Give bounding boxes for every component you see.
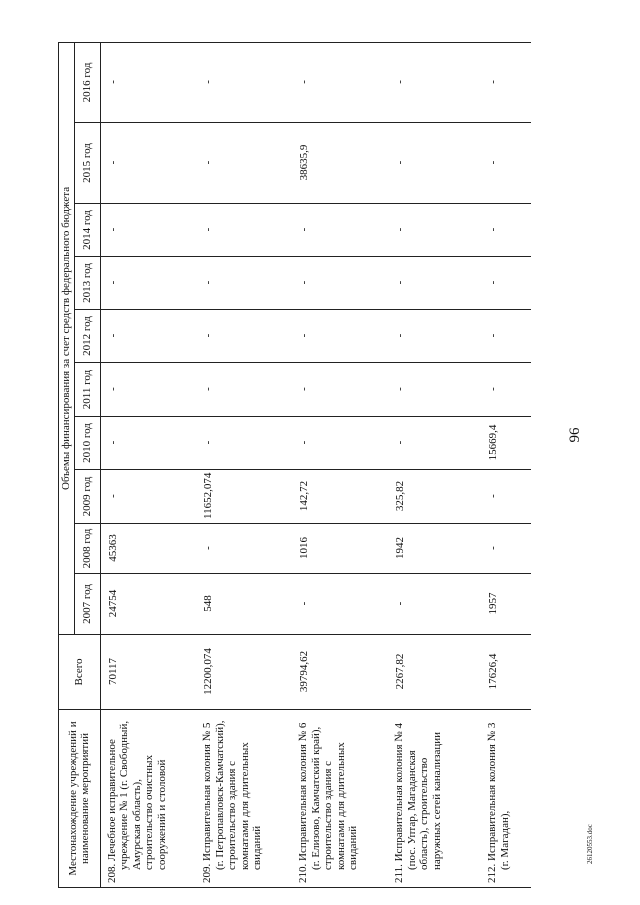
- header-year: 2010 год: [74, 417, 100, 470]
- row-value: -: [388, 123, 481, 204]
- row-value: -: [481, 470, 531, 524]
- row-value: -: [481, 363, 531, 417]
- row-value: -: [100, 257, 196, 310]
- row-value: -: [388, 310, 481, 363]
- header-federal-budget: Объемы финансирования за счет средств федерального бюджета: [59, 42, 75, 634]
- row-value: -: [196, 42, 292, 122]
- row-value: -: [388, 417, 481, 470]
- row-description: 212. Исправительная колония № 3 (г. Магадан),: [481, 710, 531, 888]
- header-year: 2014 год: [74, 204, 100, 257]
- table-row: [388, 42, 481, 887]
- header-year: 2015 год: [74, 123, 100, 204]
- row-value: 1942: [388, 524, 481, 574]
- row-value: -: [196, 257, 292, 310]
- row-value: -: [100, 204, 196, 257]
- row-value: -: [100, 123, 196, 204]
- row-value: -: [481, 204, 531, 257]
- row-value: -: [196, 363, 292, 417]
- header-year: 2013 год: [74, 257, 100, 310]
- header-year: 2008 год: [74, 524, 100, 574]
- table-row: [481, 42, 531, 887]
- row-total: 17626,4: [481, 635, 531, 710]
- row-value: 15669,4: [481, 417, 531, 470]
- table-row: [196, 42, 292, 887]
- row-description: 211. Исправительная колония № 4 (пос. Уптар, Магаданская область), строительство наружных сетей канализации: [388, 710, 481, 888]
- table-row: [292, 42, 388, 887]
- row-value: 142,72: [292, 470, 388, 524]
- row-value: -: [388, 204, 481, 257]
- row-value: -: [196, 417, 292, 470]
- row-value: -: [100, 42, 196, 122]
- row-value: -: [100, 417, 196, 470]
- row-value: -: [292, 42, 388, 122]
- row-value: -: [292, 574, 388, 635]
- header-year: 2012 год: [74, 310, 100, 363]
- row-value: -: [292, 417, 388, 470]
- row-value: -: [481, 257, 531, 310]
- row-value: -: [292, 204, 388, 257]
- row-value: -: [196, 524, 292, 574]
- row-value: -: [100, 310, 196, 363]
- row-value: 38635,9: [292, 123, 388, 204]
- row-value: -: [388, 42, 481, 122]
- page-number: 96: [567, 427, 583, 443]
- header-year: 2011 год: [74, 363, 100, 417]
- row-value: -: [292, 310, 388, 363]
- header-location: Местонахождение учреждений и наименование мероприятий: [59, 710, 101, 888]
- header-year: 2007 год: [74, 574, 100, 635]
- row-value: -: [292, 363, 388, 417]
- row-value: -: [196, 310, 292, 363]
- row-value: -: [196, 123, 292, 204]
- row-value: 1016: [292, 524, 388, 574]
- row-value: 11652,074: [196, 470, 292, 524]
- row-value: -: [388, 574, 481, 635]
- budget-table-container: [58, 43, 557, 888]
- row-value: 45363: [100, 524, 196, 574]
- row-value: -: [100, 363, 196, 417]
- row-total: 70117: [100, 635, 196, 710]
- row-value: -: [100, 470, 196, 524]
- row-total: 12200,074: [196, 635, 292, 710]
- row-total: 2267,82: [388, 635, 481, 710]
- row-value: -: [388, 257, 481, 310]
- budget-table: [58, 42, 531, 888]
- document-id: 26120553.doc: [586, 824, 594, 864]
- row-value: -: [196, 204, 292, 257]
- row-value: 24754: [100, 574, 196, 635]
- table-row: [100, 42, 196, 887]
- row-value: 325,82: [388, 470, 481, 524]
- row-value: 1957: [481, 574, 531, 635]
- row-value: -: [388, 363, 481, 417]
- row-value: 548: [196, 574, 292, 635]
- header-year: 2016 год: [74, 42, 100, 122]
- row-value: -: [292, 257, 388, 310]
- row-value: -: [481, 524, 531, 574]
- row-description: 209. Исправительная колония № 5 (г. Петропавловск-Камчатский), строительство здания с комнатами для длительных свиданий: [196, 710, 292, 888]
- header-year: 2009 год: [74, 470, 100, 524]
- row-value: -: [481, 123, 531, 204]
- header-total: Всего: [59, 635, 101, 710]
- row-description: 210. Исправительная колония № 6 (г. Елизово, Камчатский край), строительство здания с комнатами для длительных свиданий: [292, 710, 388, 888]
- row-total: 39794,62: [292, 635, 388, 710]
- row-value: -: [481, 42, 531, 122]
- row-description: 208. Лечебное исправительное учреждение № 1 (г. Свободный, Амурская область), строительство очистных сооружений и столовой: [100, 710, 196, 888]
- row-value: -: [481, 310, 531, 363]
